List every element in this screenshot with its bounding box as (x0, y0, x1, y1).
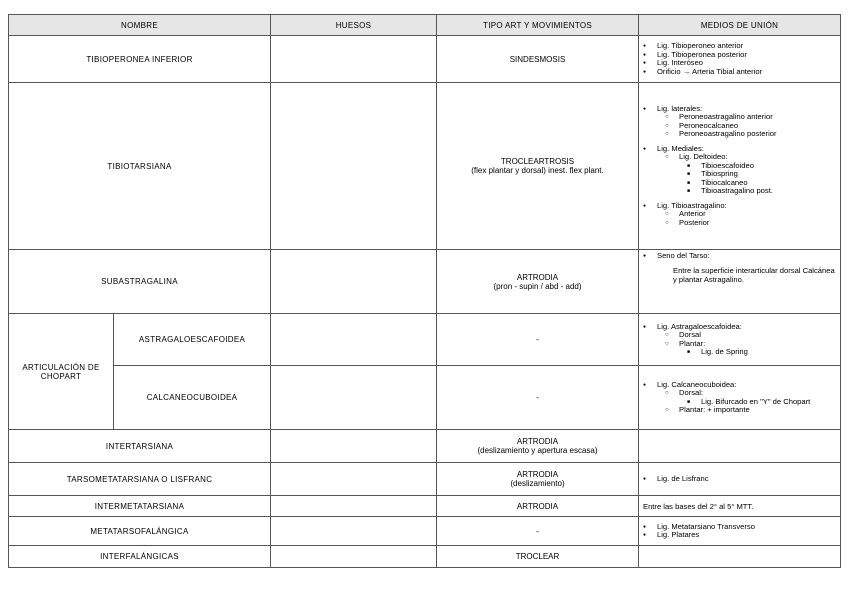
medios-cell: Entre las bases del 2° al 5° MTT. (639, 496, 841, 517)
tipo-cell (437, 250, 639, 314)
medio-text: Entre la superficie interarticular dorsal Calcánea y plantar Astragalino. (673, 265, 835, 284)
medios-cell (639, 546, 841, 568)
row-name: INTERTARSIANA (9, 430, 271, 463)
list-item (665, 153, 836, 196)
list-item: ○ Peroneoastragalino anterior (665, 113, 836, 122)
medios-cell (639, 517, 841, 546)
list-item: ● Lig. Metatarsiano Transverso (643, 523, 836, 532)
row-name-chopart: ARTICULACIÓN DE CHOPART (9, 314, 114, 430)
row-subname: CALCANEOCUBOIDEA (114, 366, 271, 430)
list-item: ● Seno del Tarso: (643, 252, 836, 261)
list-item: ● Lig. Platares (643, 531, 836, 540)
row-name: METATARSOFALÁNGICA (9, 517, 271, 546)
list-item: ○ Dorsal (665, 331, 836, 340)
list-item (643, 323, 836, 357)
table-row (9, 517, 841, 546)
huesos-cell (271, 314, 437, 366)
row-name: INTERFALÁNGICAS (9, 546, 271, 568)
tipo-line: ARTRODIA (516, 272, 559, 282)
header-medios: MEDIOS DE UNIÓN (639, 15, 841, 36)
medios-cell (639, 463, 841, 496)
huesos-cell (271, 517, 437, 546)
list-item: ○ Anterior (665, 210, 836, 219)
list-item: ■ Tibioastragalino post. (687, 187, 836, 196)
list-item (643, 202, 836, 228)
row-name: SUBASTRAGALINA (9, 250, 271, 314)
list-label: Lig. Mediales: (657, 143, 704, 153)
tipo-cell (437, 430, 639, 463)
medios-cell (639, 430, 841, 463)
list-item: ■ Tibiospring (687, 170, 836, 179)
list-item (665, 389, 836, 406)
tipo-cell: SINDESMOSIS (437, 36, 639, 83)
table-row (9, 314, 841, 366)
list-item: ● Lig. Tibioperoneo anterior (643, 42, 836, 51)
row-name: TARSOMETATARSIANA O LISFRANC (9, 463, 271, 496)
list-label: Lig. laterales: (657, 103, 703, 113)
medios-cell (639, 83, 841, 250)
huesos-cell (271, 366, 437, 430)
tipo-cell: - (437, 314, 639, 366)
table-row (9, 430, 841, 463)
medios-cell (639, 250, 841, 314)
medios-cell (639, 314, 841, 366)
list-item: ○ Peroneoastragalino posterior (665, 130, 836, 139)
huesos-cell (271, 496, 437, 517)
huesos-cell (271, 463, 437, 496)
huesos-cell (271, 546, 437, 568)
list-item: ■ Lig. Bifurcado en "Y" de Chopart (687, 398, 836, 407)
list-label: Lig. Tibioastragalino: (657, 200, 727, 210)
list-item: ○ Peroneocalcaneo (665, 122, 836, 131)
list-label: Lig. Deltoideo: (679, 152, 728, 162)
table-row (9, 496, 841, 517)
header-nombre: NOMBRE (9, 15, 271, 36)
table-row (9, 463, 841, 496)
table-row (9, 250, 841, 314)
huesos-cell (271, 36, 437, 83)
list-item: ● Orificio → Arteria Tibial anterior (643, 68, 836, 77)
list-label: Lig. Astragaloescafoidea: (657, 321, 742, 331)
list-item: ○ Plantar: + importante (665, 406, 836, 415)
list-item: ● Lig. Interóseo (643, 59, 836, 68)
row-subname: ASTRAGALOESCAFOIDEA (114, 314, 271, 366)
tipo-line: (deslizamiento y apertura escasa) (477, 446, 598, 455)
header-row (9, 15, 841, 36)
tipo-line: (flex plantar y dorsal) inest. flex plant. (471, 166, 604, 175)
list-label: Dorsal: (679, 388, 704, 397)
table-row (9, 36, 841, 83)
table-row (9, 83, 841, 250)
tipo-cell: ARTRODIA (437, 496, 639, 517)
tipo-cell: - (437, 366, 639, 430)
list-item: ■ Tibiocalcaneo (687, 179, 836, 188)
huesos-cell (271, 83, 437, 250)
list-item: ○ Posterior (665, 219, 836, 228)
header-huesos: HUESOS (271, 15, 437, 36)
medios-cell (639, 366, 841, 430)
tipo-cell (437, 463, 639, 496)
list-item (643, 381, 836, 415)
table-row (9, 366, 841, 430)
list-item: ■ Lig. de Spring (687, 348, 836, 357)
tipo-cell (437, 83, 639, 250)
huesos-cell (271, 430, 437, 463)
tipo-line: ARTRODIA (516, 470, 559, 479)
table-row (9, 546, 841, 568)
list-item: ● Lig. de Lisfranc (643, 475, 836, 484)
tipo-line: (pron - supin / abd - add) (493, 281, 582, 291)
tipo-line: TROCLEARTROSIS (500, 157, 575, 166)
list-item (643, 145, 836, 196)
row-name: INTERMETATARSIANA (9, 496, 271, 517)
joints-table (8, 14, 841, 568)
header-tipo: TIPO ART Y MOVIMIENTOS (437, 15, 639, 36)
tipo-cell: - (437, 517, 639, 546)
medios-cell (639, 36, 841, 83)
list-label: Plantar: (679, 338, 706, 348)
tipo-line: ARTRODIA (516, 437, 559, 446)
tipo-cell: TROCLEAR (437, 546, 639, 568)
list-item: ■ Tibioescafoideo (687, 162, 836, 171)
tipo-line: (deslizamiento) (510, 479, 565, 488)
huesos-cell (271, 250, 437, 314)
list-item (643, 105, 836, 139)
row-name: TIBIOTARSIANA (9, 83, 271, 250)
joints-table-sheet (8, 14, 841, 568)
list-label: Lig. Calcaneocuboidea: (657, 379, 737, 389)
list-item (665, 340, 836, 357)
row-name: TIBIOPERONEA INFERIOR (9, 36, 271, 83)
list-item: ● Lig. Tibioperonea posterior (643, 51, 836, 60)
